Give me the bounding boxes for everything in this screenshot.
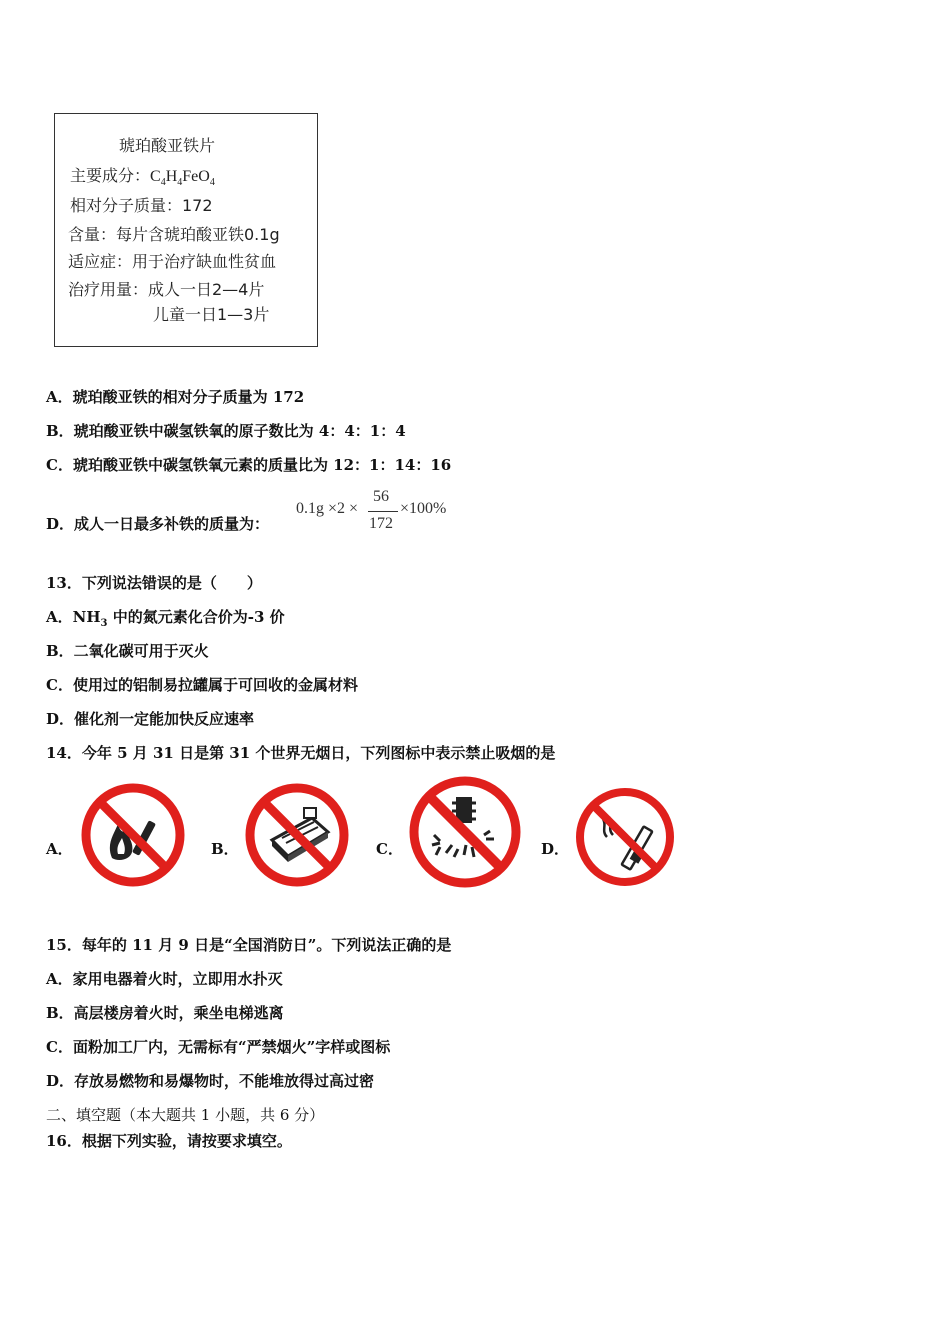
q15-option-b: B．高层楼房着火时，乘坐电梯逃离 xyxy=(46,1004,284,1022)
q13-stem: 13．下列说法错误的是（ ） xyxy=(46,574,262,592)
formula-left: 0.1g ×2 × xyxy=(296,500,359,517)
formula-denominator: 172 xyxy=(369,515,393,532)
q14-label-d: D． xyxy=(541,840,570,858)
q12-option-a: A．琥珀酸亚铁的相对分子质量为 172 xyxy=(46,388,305,406)
fraction-bar xyxy=(368,511,398,512)
no-matches-icon xyxy=(242,780,352,890)
formula-right: ×100% xyxy=(400,500,447,517)
label-title: 琥珀酸亚铁片 xyxy=(119,136,216,155)
medicine-label-box xyxy=(54,113,318,347)
q15-option-d: D．存放易燃物和易爆物时，不能堆放得过高过密 xyxy=(46,1072,375,1090)
q15-stem: 15．每年的 11 月 9 日是“全国消防日”。下列说法正确的是 xyxy=(46,936,452,954)
label-molecular-mass: 相对分子质量：172 xyxy=(70,196,213,215)
q12-option-d: D．成人一日最多补铁的质量为： xyxy=(46,515,270,533)
section-heading: 二、填空题（本大题共 1 小题，共 6 分） xyxy=(46,1106,325,1124)
no-open-flame-icon xyxy=(78,780,188,890)
no-smoking-icon xyxy=(573,785,677,889)
q13-option-b: B．二氧化碳可用于灭火 xyxy=(46,642,209,660)
label-indication: 适应症：用于治疗缺血性贫血 xyxy=(68,252,277,271)
label-content: 含量：每片含琥珀酸亚铁0.1g xyxy=(68,225,280,244)
q12-option-b: B．琥珀酸亚铁中碳氢铁氧的原子数比为 4：4：1：4 xyxy=(46,422,406,440)
q13-option-a: A．$NH_3$ 中的氮元素化合价为-3 价 xyxy=(46,608,285,629)
no-fireworks-icon xyxy=(406,773,524,891)
formula-numerator: 56 xyxy=(373,488,389,505)
q16-stem: 16．根据下列实验，请按要求填空。 xyxy=(46,1132,292,1150)
q14-label-a: A． xyxy=(46,840,73,858)
label-dosage-adult: 治疗用量：成人一日2—4片 xyxy=(68,280,265,299)
q15-option-a: A．家用电器着火时，立即用水扑灭 xyxy=(46,970,283,988)
q12-option-c: C．琥珀酸亚铁中碳氢铁氧元素的质量比为 12：1：14：16 xyxy=(46,456,452,474)
label-dosage-child: 儿童一日1—3片 xyxy=(153,305,270,324)
label-ingredient: 主要成分：$C_4H_4FeO_4$ xyxy=(70,166,215,189)
q15-option-c: C．面粉加工厂内，无需标有“严禁烟火”字样或图标 xyxy=(46,1038,391,1056)
q14-stem: 14．今年 5 月 31 日是第 31 个世界无烟日，下列图标中表示禁止吸烟的是 xyxy=(46,744,556,762)
q13-option-d: D．催化剂一定能加快反应速率 xyxy=(46,710,255,728)
q14-label-c: C． xyxy=(376,840,403,858)
q14-label-b: B． xyxy=(211,840,239,858)
q13-option-c: C．使用过的铝制易拉罐属于可回收的金属材料 xyxy=(46,676,358,694)
